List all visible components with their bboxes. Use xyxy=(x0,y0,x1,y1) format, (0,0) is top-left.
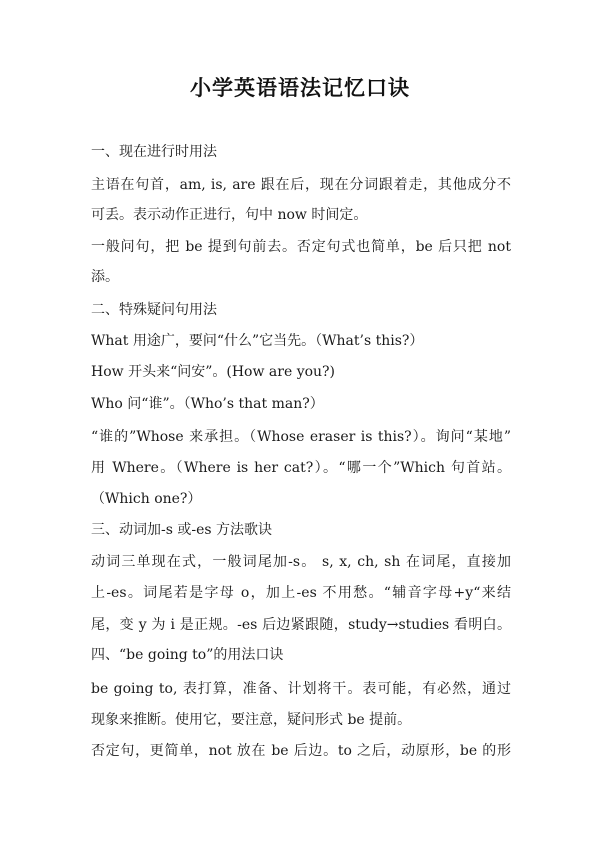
section-heading-be-going-to: 四、“be going to”的用法口诀 xyxy=(91,647,284,663)
paragraph-line: （Which one?） xyxy=(91,491,202,507)
paragraph-line: be going to, 表打算，准备、计划将干。表可能，有必然，通过 xyxy=(91,681,511,697)
paragraph-line: 动词三单现在式，一般词尾加-s。 s, x, ch, sh 在词尾，直接加 xyxy=(91,554,511,570)
paragraph-line: 可丢。表示动作正进行，句中 now 时间定。 xyxy=(91,207,368,223)
section-heading-verb-s-es: 三、动词加-s 或-es 方法歌诀 xyxy=(91,522,273,538)
document-title: 小学英语语法记忆口诀 xyxy=(190,76,410,100)
section-heading-wh-questions: 二、特殊疑问句用法 xyxy=(91,302,217,318)
paragraph-line: What 用途广，要问“什么”它当先。（What’s this?） xyxy=(91,333,424,349)
paragraph-line: 上-es。词尾若是字母 o，加上-es 不用愁。“辅音字母+y“来结 xyxy=(91,585,511,601)
paragraph-line: 用 Where。（Where is her cat?）。“哪一个”Which 句首站。 xyxy=(91,460,511,476)
paragraph-line: 现象来推断。使用它，要注意，疑问形式 be 提前。 xyxy=(91,712,412,728)
paragraph-line: 尾，变 y 为 i 是正规。-es 后边紧跟随，study→studies 看明白。 xyxy=(91,617,511,633)
paragraph-line: 主语在句首，am, is, are 跟在后，现在分词跟着走，其他成分不 xyxy=(91,177,511,193)
paragraph-line: “谁的”Whose 来承担。（Whose eraser is this?）。询问“某地” xyxy=(91,429,511,445)
paragraph-line: 否定句，更简单，not 放在 be 后边。to 之后，动原形，be 的形 xyxy=(91,743,511,759)
paragraph-line: Who 问“谁”。（Who’s that man?） xyxy=(91,396,324,412)
section-heading-present-continuous: 一、现在进行时用法 xyxy=(91,144,217,160)
paragraph-line: 添。 xyxy=(91,269,119,285)
paragraph-line: 一般问句，把 be 提到句前去。否定句式也简单，be 后只把 not xyxy=(91,239,511,255)
paragraph-line: How 开头来“问安”。(How are you?) xyxy=(91,364,336,380)
